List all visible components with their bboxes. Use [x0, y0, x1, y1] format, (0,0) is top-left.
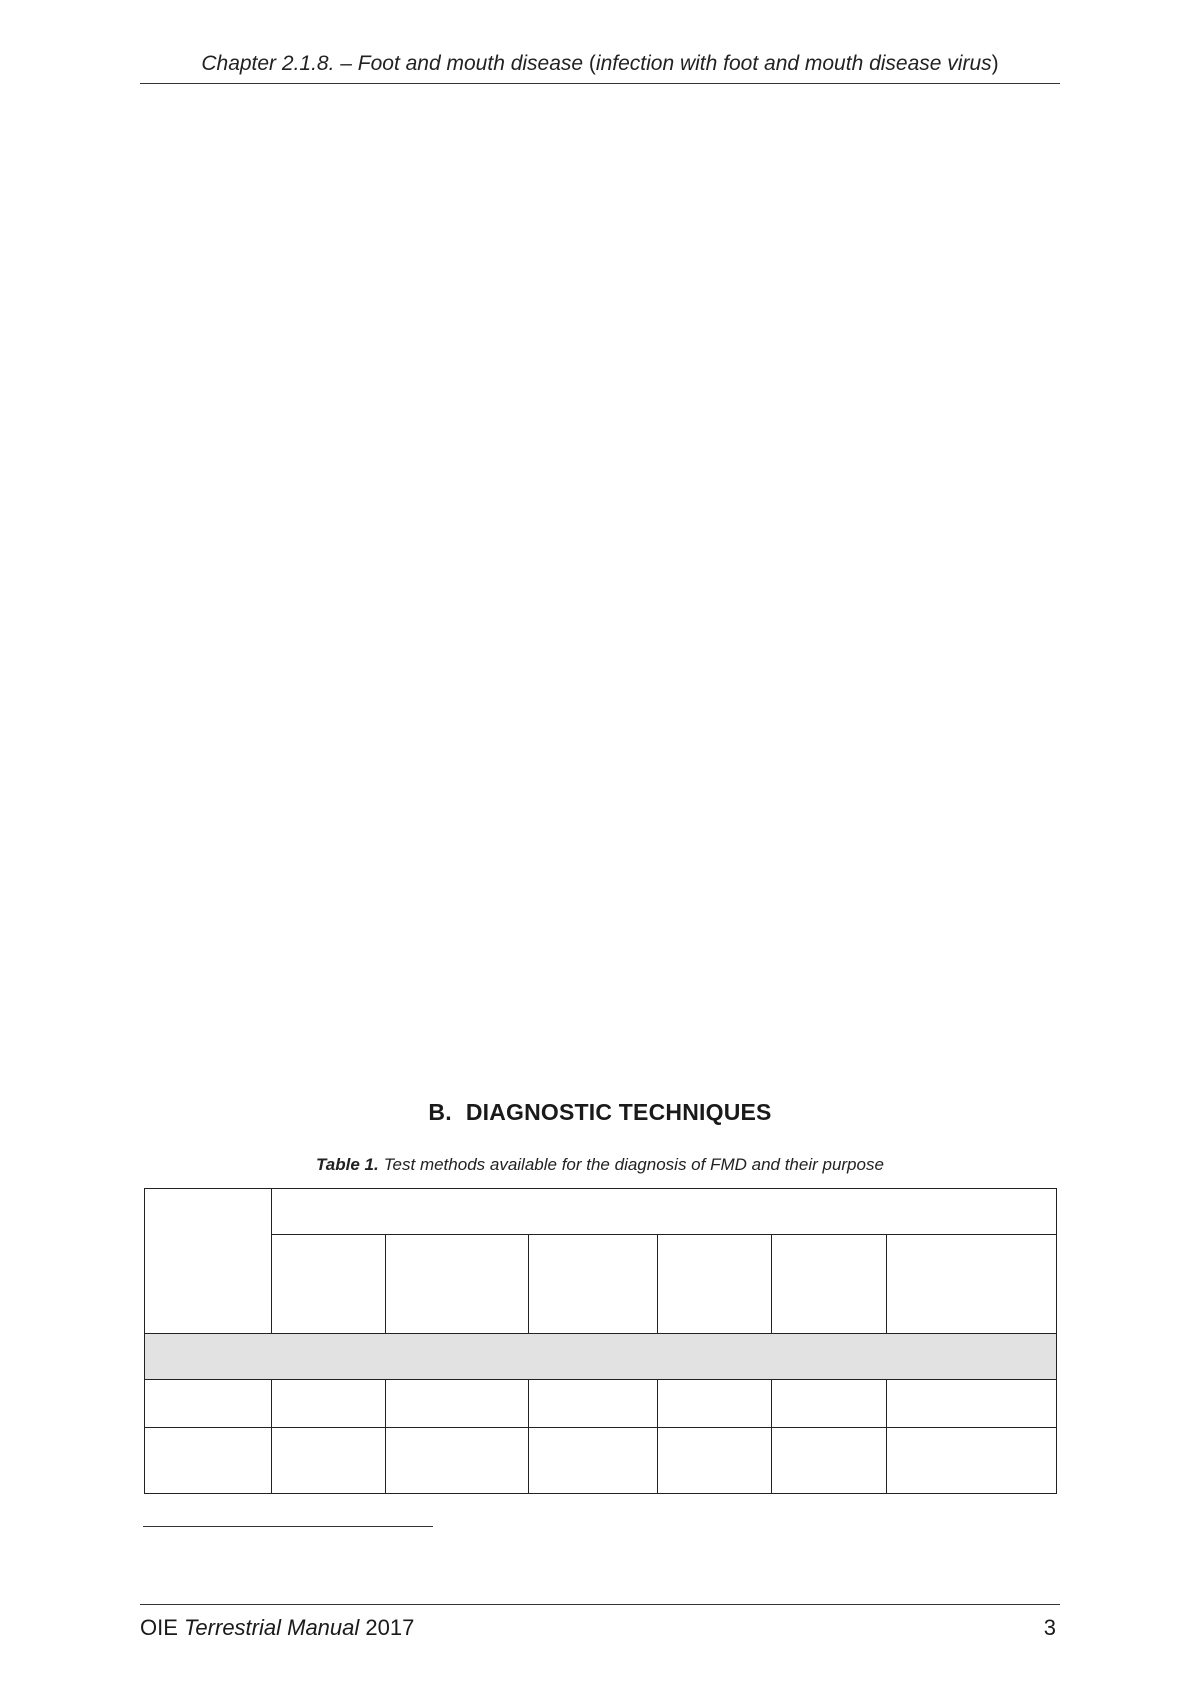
page-number: 3	[1043, 1615, 1056, 1640]
table-cell	[529, 1380, 658, 1428]
footer-manual-name: Terrestrial Manual	[184, 1615, 360, 1640]
table-group-row	[145, 1334, 1057, 1380]
section-title: DIAGNOSTIC TECHNIQUES	[465, 1099, 772, 1125]
table-header-row	[145, 1189, 1057, 1235]
section-letter: B.	[428, 1099, 452, 1125]
table-cell	[772, 1380, 887, 1428]
table-cell	[529, 1428, 658, 1494]
header-paren-open: (	[588, 52, 596, 75]
table-caption-label: Table 1.	[316, 1155, 379, 1174]
table-caption	[140, 1155, 1060, 1175]
table-cell	[272, 1380, 386, 1428]
table-row	[145, 1428, 1057, 1494]
running-header	[140, 52, 1060, 76]
purpose-column-cell	[386, 1235, 529, 1334]
table-row	[145, 1380, 1057, 1428]
header-chapter: Chapter 2.1.8. – Foot and mouth disease	[201, 52, 589, 75]
table-caption-text: Test methods available for the diagnosis of FMD and their purpose	[383, 1155, 884, 1174]
footer-year: 2017	[359, 1615, 415, 1640]
purpose-column-cell	[658, 1235, 772, 1334]
footer-rule	[140, 1604, 1060, 1605]
table-cell	[658, 1428, 772, 1494]
table-cell	[145, 1428, 272, 1494]
table-cell	[386, 1380, 529, 1428]
purpose-column-cell	[272, 1235, 386, 1334]
section-heading	[140, 1099, 1060, 1126]
table-cell	[145, 1380, 272, 1428]
footnote-rule	[143, 1526, 433, 1527]
table-subheader-row	[145, 1235, 1057, 1334]
header-rule	[140, 83, 1060, 84]
purpose-column-cell	[529, 1235, 658, 1334]
purpose-column-cell	[887, 1235, 1057, 1334]
test-methods-table	[144, 1188, 1057, 1494]
table-cell	[272, 1428, 386, 1494]
group-band-cell	[145, 1334, 1057, 1380]
header-paren-close: )	[991, 52, 999, 75]
table-cell	[887, 1428, 1057, 1494]
header-subtitle: infection with foot and mouth disease virus	[595, 52, 992, 75]
footer-publication	[140, 1615, 414, 1641]
method-header-cell	[145, 1189, 272, 1334]
table-cell	[386, 1428, 529, 1494]
purpose-column-cell	[772, 1235, 887, 1334]
footer-publisher: OIE	[140, 1615, 185, 1640]
purpose-header-cell	[272, 1189, 1057, 1235]
table-cell	[887, 1380, 1057, 1428]
table-cell	[658, 1380, 772, 1428]
table-cell	[772, 1428, 887, 1494]
